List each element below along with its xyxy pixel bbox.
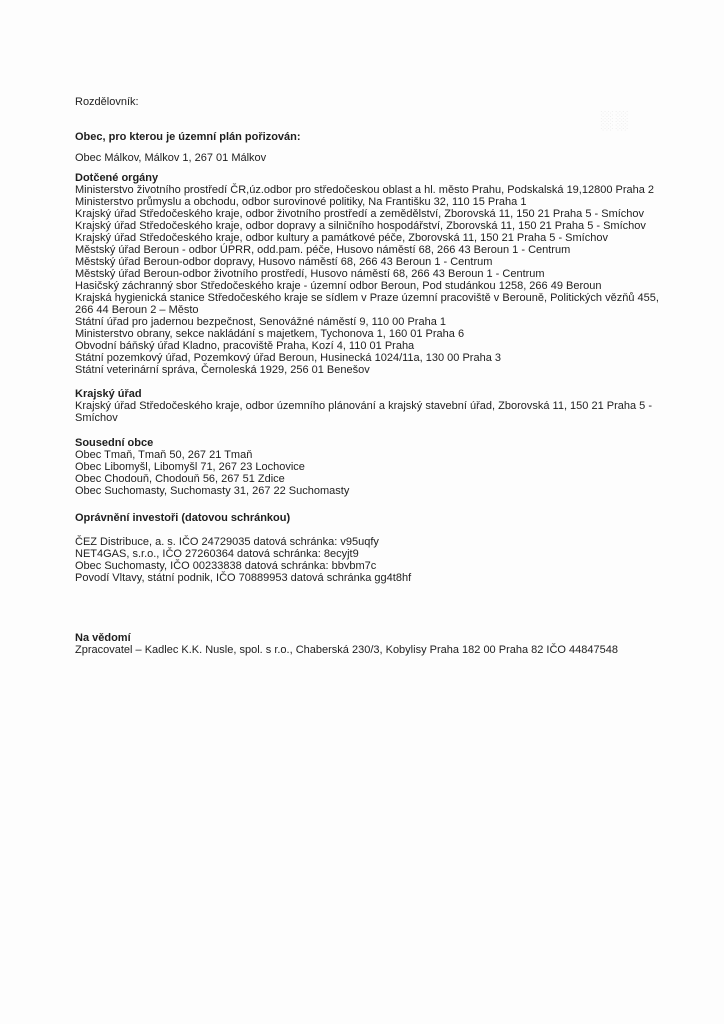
- list-item: NET4GAS, s.r.o., IČO 27260364 datová schránka: 8ecyjt9: [75, 548, 359, 560]
- list-item: Ministerstvo obrany, sekce nakládání s majetkem, Tychonova 1, 160 01 Praha 6: [75, 328, 465, 340]
- list-item: Státní veterinární správa, Černoleská 1929, 256 01 Benešov: [75, 364, 370, 376]
- section-authorised-investors: [75, 512, 665, 584]
- section-heading: Oprávnění investoři (datovou schránkou): [75, 512, 291, 524]
- list-item: Obec Tmaň, Tmaň 50, 267 21 Tmaň: [75, 449, 253, 461]
- list-item: Krajský úřad Středočeského kraje, odbor územního plánování a krajský stavební úřad, Zborovská 11, 150 21 Praha 5 - Smíchov: [75, 400, 653, 424]
- list-item: Hasičský záchranný sbor Středočeského kraje - územní odbor Beroun, Pod studánkou 1258, 266 49 Beroun: [75, 280, 602, 292]
- list-item: Městský úřad Beroun-odbor dopravy, Husovo náměstí 68, 266 43 Beroun 1 - Centrum: [75, 256, 493, 268]
- page-title: Rozdělovník:: [75, 96, 139, 108]
- list-item: Městský úřad Beroun-odbor životního prostředí, Husovo náměstí 68, 266 43 Beroun 1 - Centrum: [75, 268, 545, 280]
- list-item: Ministerstvo průmyslu a obchodu, odbor surovinové politiky, Na Františku 32, 110 15 Praha 1: [75, 196, 527, 208]
- list-item: Státní úřad pro jadernou bezpečnost, Senovážné náměstí 9, 110 00 Praha 1: [75, 316, 446, 328]
- section-heading: Na vědomí: [75, 632, 131, 644]
- list-item: Obec Libomyšl, Libomyšl 71, 267 23 Lochovice: [75, 461, 305, 473]
- bleed-through-mark: ░░: [600, 110, 630, 130]
- section-for-information: [75, 632, 665, 656]
- section-heading: Dotčené orgány: [75, 172, 159, 184]
- list-item: Městský úřad Beroun - odbor ÚPRR, odd.pam. péče, Husovo náměstí 68, 266 43 Beroun 1 - Centrum: [75, 244, 571, 256]
- list-item: Zpracovatel – Kadlec K.K. Nusle, spol. s r.o., Chaberská 230/3, Kobylisy Praha 182 00 Praha 82 IČO 44847548: [75, 644, 618, 656]
- section-municipality: [75, 131, 665, 164]
- list-item: Povodí Vltavy, státní podnik, IČO 70889953 datová schránka gg4t8hf: [75, 572, 412, 584]
- list-item: Obec Málkov, Málkov 1, 267 01 Málkov: [75, 152, 267, 164]
- section-authorities: [75, 172, 665, 376]
- list-item: Krajský úřad Středočeského kraje, odbor dopravy a silničního hospodářství, Zborovská 11, 150 21 Praha 5 - Smíchov: [75, 220, 646, 232]
- section-heading: Krajský úřad: [75, 388, 142, 400]
- list-item: Krajský úřad Středočeského kraje, odbor životního prostředí a zemědělství, Zborovská 11, 150 21 Praha 5 - Smíchov: [75, 208, 645, 220]
- section-heading: Sousední obce: [75, 437, 154, 449]
- list-item: Krajský úřad Středočeského kraje, odbor kultury a památkové péče, Zborovská 11, 150 21 Praha 5 - Smíchov: [75, 232, 608, 244]
- section-heading: Obec, pro kterou je územní plán pořizován:: [75, 131, 301, 143]
- distribution-list: [75, 96, 665, 656]
- section-regional-office: [75, 388, 665, 424]
- list-item: ČEZ Distribuce, a. s. IČO 24729035 datová schránka: v95uqfy: [75, 536, 379, 548]
- list-item: Krajská hygienická stanice Středočeského kraje se sídlem v Praze územní pracoviště v Berouně, Politických vězňů 455, 266 44 Beroun 2 – Město: [75, 292, 659, 316]
- list-item: Státní pozemkový úřad, Pozemkový úřad Beroun, Husinecká 1024/11a, 130 00 Praha 3: [75, 352, 501, 364]
- section-neighbouring-municipalities: [75, 437, 665, 497]
- list-item: Obec Chodouň, Chodouň 56, 267 51 Zdice: [75, 473, 285, 485]
- list-item: Obec Suchomasty, IČO 00233838 datová schránka: bbvbm7c: [75, 560, 377, 572]
- list-item: Ministerstvo životního prostředí ČR,úz.odbor pro středočeskou oblast a hl. město Prahu, Podskalská 19,12800 Praha 2: [75, 184, 655, 196]
- list-item: Obvodní báňský úřad Kladno, pracoviště Praha, Kozí 4, 110 01 Praha: [75, 340, 415, 352]
- investor-list: [75, 536, 665, 584]
- list-item: Obec Suchomasty, Suchomasty 31, 267 22 Suchomasty: [75, 485, 350, 497]
